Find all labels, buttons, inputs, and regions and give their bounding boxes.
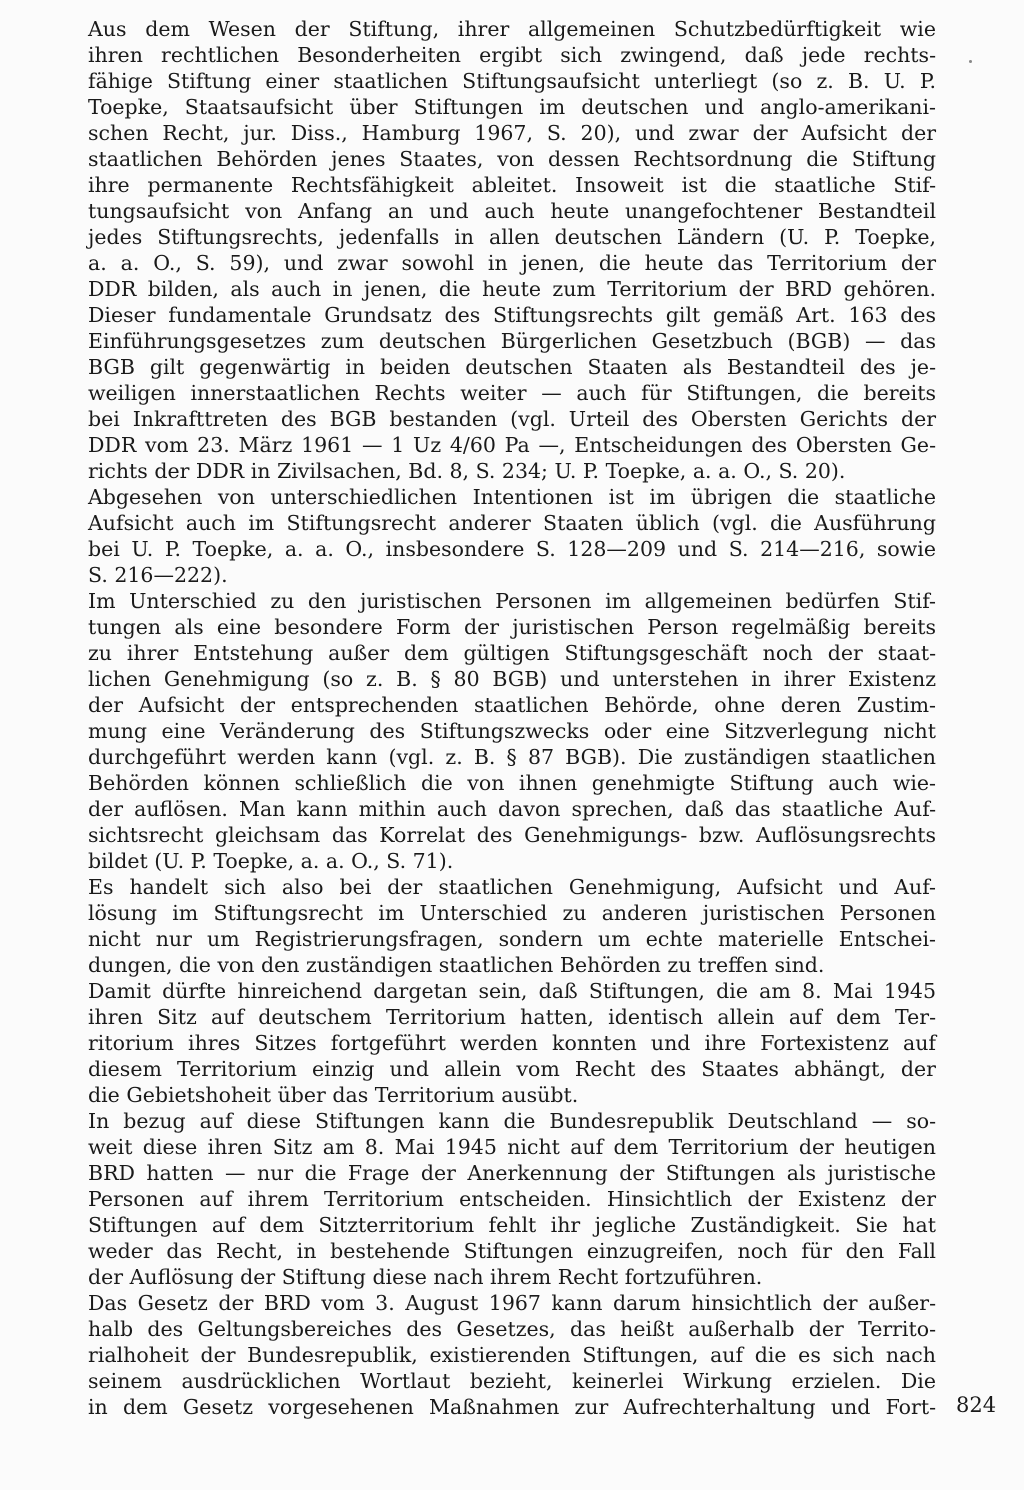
text-line: Im Unterschied zu den juristischen Personen im allgemeinen bedürfen Stif- (88, 589, 936, 613)
text-line: ihren rechtlichen Besonderheiten ergibt sich zwingend, daß jede rechts- (88, 43, 936, 67)
text-line: weit diese ihren Sitz am 8. Mai 1945 nicht auf dem Territorium der heutigen (88, 1135, 936, 1159)
text-line: fähige Stiftung einer staatlichen Stiftungsaufsicht unterliegt (so z. B. U. P. (88, 69, 936, 93)
text-line: Es handelt sich also bei der staatlichen Genehmigung, Aufsicht und Auf- (88, 875, 936, 899)
text-line: BGB gilt gegenwärtig in beiden deutschen Staaten als Bestandteil des je- (88, 355, 936, 379)
text-line: lösung im Stiftungsrecht im Unterschied zu anderen juristischen Personen (88, 901, 936, 925)
text-line: Aus dem Wesen der Stiftung, ihrer allgemeinen Schutzbedürftigkeit wie (88, 17, 936, 41)
text-line: sichtsrecht gleichsam das Korrelat des Genehmigungs- bzw. Auflösungsrechts (88, 823, 936, 847)
text-line: durchgeführt werden kann (vgl. z. B. § 87 BGB). Die zuständigen staatlichen (88, 745, 936, 769)
text-line: DDR bilden, als auch in jenen, die heute zum Territorium der BRD gehören. (88, 277, 936, 301)
text-line: Abgesehen von unterschiedlichen Intentionen ist im übrigen die staatliche (88, 485, 936, 509)
text-line: der Aufsicht der entsprechenden staatlichen Behörde, ohne deren Zustim- (88, 693, 936, 717)
text-line: staatlichen Behörden jenes Staates, von dessen Rechtsordnung die Stiftung (88, 147, 936, 171)
text-line: DDR vom 23. März 1961 — 1 Uz 4/60 Pa —, Entscheidungen des Obersten Ge- (88, 433, 936, 457)
body-text (88, 16, 936, 1420)
text-line: schen Recht, jur. Diss., Hamburg 1967, S. 20), und zwar der Aufsicht der (88, 121, 936, 145)
text-line: Behörden können schließlich die von ihnen genehmigte Stiftung auch wie- (88, 771, 936, 795)
text-line: Personen auf ihrem Territorium entscheiden. Hinsichtlich der Existenz der (88, 1187, 936, 1211)
text-line: mung eine Veränderung des Stiftungszwecks oder eine Sitzverlegung nicht (88, 719, 936, 743)
scan-speck (969, 60, 972, 63)
text-line: BRD hatten — nur die Frage der Anerkennung der Stiftungen als juristische (88, 1161, 936, 1185)
text-line: tungsaufsicht von Anfang an und auch heute unangefochtener Bestandteil (88, 199, 936, 223)
text-line: Toepke, Staatsaufsicht über Stiftungen im deutschen und anglo-amerikani- (88, 95, 936, 119)
text-line: bildet (U. P. Toepke, a. a. O., S. 71). (88, 849, 454, 873)
text-line: ritorium ihres Sitzes fortgeführt werden konnten und ihre Fortexistenz auf (88, 1031, 936, 1055)
text-line: Damit dürfte hinreichend dargetan sein, daß Stiftungen, die am 8. Mai 1945 (88, 979, 936, 1003)
text-line: weiligen innerstaatlichen Rechts weiter — auch für Stiftungen, die bereits (88, 381, 936, 405)
text-line: In bezug auf diese Stiftungen kann die Bundesrepublik Deutschland — so- (88, 1109, 936, 1133)
text-line: die Gebietshoheit über das Territorium ausübt. (88, 1083, 579, 1107)
text-line: tungen als eine besondere Form der juristischen Person regelmäßig bereits (88, 615, 936, 639)
text-line: Einführungsgesetzes zum deutschen Bürgerlichen Gesetzbuch (BGB) — das (88, 329, 936, 353)
text-line: Aufsicht auch im Stiftungsrecht anderer Staaten üblich (vgl. die Ausführung (88, 511, 936, 535)
text-line: rialhoheit der Bundesrepublik, existierenden Stiftungen, auf die es sich nach (88, 1343, 936, 1367)
text-line: S. 216—222). (88, 563, 228, 587)
text-line: bei Inkrafttreten des BGB bestanden (vgl. Urteil des Obersten Gerichts der (88, 407, 936, 431)
text-line: ihren Sitz auf deutschem Territorium hatten, identisch allein auf dem Ter- (88, 1005, 936, 1029)
text-line: Stiftungen auf dem Sitzterritorium fehlt ihr jegliche Zuständigkeit. Sie hat (88, 1213, 936, 1237)
text-line: nicht nur um Registrierungsfragen, sondern um echte materielle Entschei- (88, 927, 936, 951)
text-line: in dem Gesetz vorgesehenen Maßnahmen zur Aufrechterhaltung und Fort- (88, 1395, 936, 1419)
text-line: halb des Geltungsbereiches des Gesetzes, das heißt außerhalb der Territo- (88, 1317, 936, 1341)
text-line: bei U. P. Toepke, a. a. O., insbesondere S. 128—209 und S. 214—216, sowie (88, 537, 936, 561)
text-line: Das Gesetz der BRD vom 3. August 1967 kann darum hinsichtlich der außer- (88, 1291, 936, 1315)
text-line: seinem ausdrücklichen Wortlaut bezieht, keinerlei Wirkung erzielen. Die (88, 1369, 936, 1393)
text-line: dungen, die von den zuständigen staatlichen Behörden zu treffen sind. (88, 953, 825, 977)
text-line: lichen Genehmigung (so z. B. § 80 BGB) und unterstehen in ihrer Existenz (88, 667, 936, 691)
text-line: Dieser fundamentale Grundsatz des Stiftungsrechts gilt gemäß Art. 163 des (88, 303, 936, 327)
page-number: 824 (956, 1393, 997, 1417)
text-line: jedes Stiftungsrechts, jedenfalls in allen deutschen Ländern (U. P. Toepke, (88, 225, 936, 249)
text-line: richts der DDR in Zivilsachen, Bd. 8, S. 234; U. P. Toepke, a. a. O., S. 20). (88, 459, 846, 483)
text-line: der auflösen. Man kann mithin auch davon sprechen, daß das staatliche Auf- (88, 797, 936, 821)
text-line: weder das Recht, in bestehende Stiftungen einzugreifen, noch für den Fall (88, 1239, 936, 1263)
text-line: zu ihrer Entstehung außer dem gültigen Stiftungsgeschäft noch der staat- (88, 641, 936, 665)
text-line: ihre permanente Rechtsfähigkeit ableitet. Insoweit ist die staatliche Stif- (88, 173, 936, 197)
text-line: diesem Territorium einzig und allein vom Recht des Staates abhängt, der (88, 1057, 936, 1081)
text-line: der Auflösung der Stiftung diese nach ihrem Recht fortzuführen. (88, 1265, 763, 1289)
text-line: a. a. O., S. 59), und zwar sowohl in jenen, die heute das Territorium der (88, 251, 936, 275)
